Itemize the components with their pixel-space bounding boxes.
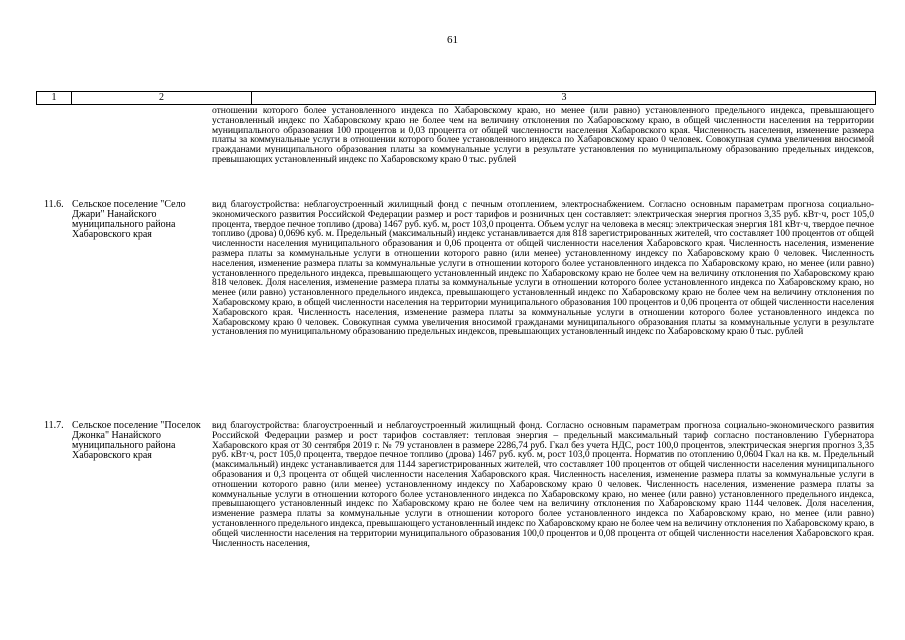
row-number: 11.6. (44, 199, 64, 210)
row-description: вид благоустройства: неблагоустроенный жилищный фонд с печным отоплением, электроснабжением. Согласно основным параметрам прогноза социально-экономического развития Российской Федерации размер и рост тарифов и розничных цен составляет: электрическая энергия прогноз 3,35 руб. кВт·ч, рост 105,0 процента, твердое печное топливо (дрова) 1467 руб. куб. м, рост 103,0 процента. Объем услуг на человека в месяц: электрическая энергия 181 кВт·ч, твердое печное топливо (дрова) 0,0696 куб. м. Предельный (максимальный) индекс устанавливается для 818 зарегистрированных жителей, что составляет 100 процентов от общей численности населения муниципального образования и 0,06 процента от общей численности населения Хабаровского края. Численность населения, изменение размера платы за коммунальные услуги в отношении которого равно (или менее) установленному индексу по Хабаровскому краю 0 человек. Численность населения, изменение размера платы за коммунальные услуги в отношении которого более установленного индекса по Хабаровскому краю, но менее (или равно) установленного предельного индекса, превышающего установленный индекс по Хабаровскому краю не более чем на величину отклонения по Хабаровскому краю 818 человек. Доля населения, изменение размера платы за коммунальные услуги в отношении которого более установленного индекса по Хабаровскому краю, но менее (или равно) установленного предельного индекса, превышающего установленный индекс по Хабаровскому краю не более чем на величину отклонения по Хабаровскому краю, в общей численности населения на территории муниципального образования 100 процентов и 0,06 процента от общей численности населения Хабаровского края. Численность населения, изменение размера платы за коммунальные услуги в отношении которого более установленного индекса по Хабаровскому краю 0 человек. Совокупная сумма увеличения вносимой гражданами муниципального образования платы за коммунальные услуги в результате установления по муниципальному образованию предельных индексов, превышающих установленный индекс по Хабаровскому краю 0 тыс. рублей (212, 199, 874, 338)
header-col-2: 2 (159, 92, 164, 103)
table-header-row (36, 91, 876, 105)
header-col-1: 1 (51, 92, 57, 103)
page-number: 61 (447, 34, 458, 46)
row-description: вид благоустройства: благоустроенный и неблагоустроенный жилищный фонд. Согласно основным параметрам прогноза социально-экономического развития Российской Федерации размер и рост тарифов составляет: тепловая энергия – предельный максимальный тариф согласно постановлению Губернатора Хабаровского края от 30 сентября 2019 г. № 79 установлен в размере 2286,74 руб. Гкал без учета НДС, рост 100,0 процентов, электрическая энергия прогноз 3,35 руб. кВт·ч, рост 105,0 процента, твердое печное топливо (дрова) 1467 руб. куб. м, рост 103,0 процента. Норматив по отоплению 0,0604 Гкал на кв. м. Предельный (максимальный) индекс устанавливается для 1144 зарегистрированных жителей, что составляет 100 процентов от общей численности населения муниципального образования и 0,3 процента от общей численности населения Хабаровского края. Численность населения, изменение размера платы за коммунальные услуги в отношении которого равно (или менее) установленному индексу по Хабаровскому краю 0 человек. Численность населения, изменение размера платы за коммунальные услуги в отношении которого более установленного индекса по Хабаровскому краю, но менее (или равно) установленного предельного индекса, превышающего установленный индекс по Хабаровскому краю не более чем на величину отклонения по Хабаровскому краю 1144 человек. Доля населения, изменение размера платы за коммунальные услуги в отношении которого более установленного индекса по Хабаровскому краю, но менее (или равно) установленного предельного индекса, превышающего установленный индекс по Хабаровскому краю не более чем на величину отклонения по Хабаровскому краю, в общей численности населения на территории муниципального образования 100,0 процентов и 0,08 процента от общей численности населения Хабаровского края. Численность населения, (212, 420, 874, 549)
header-col-3: 3 (561, 92, 567, 103)
row-number: 11.7. (44, 420, 64, 431)
settlement-name: Сельское поселение "Поселок Джонка" Нанайского муниципального района Хабаровского края (72, 420, 201, 461)
continuation-text: отношении которого более установленного индекса по Хабаровскому краю, но менее (или равно) установленного предельного индекса, превышающего установленный индекс по Хабаровскому краю не более чем на величину отклонения по Хабаровскому краю, в общей численности населения на территории муниципального образования 100 процентов и 0,03 процента от общей численности населения Хабаровского края. Численность населения, изменение размера платы за коммунальные услуги в отношении которого более установленного индекса по Хабаровскому краю 0 человек. Совокупная сумма увеличения вносимой гражданами муниципального образования платы за коммунальные услуги в результате установления по муниципальному образованию предельных индексов, превышающих установленный индекс по Хабаровскому краю 0 тыс. рублей (212, 105, 874, 165)
settlement-name: Сельское поселение "Село Джари" Нанайского муниципального района Хабаровского края (72, 199, 186, 240)
